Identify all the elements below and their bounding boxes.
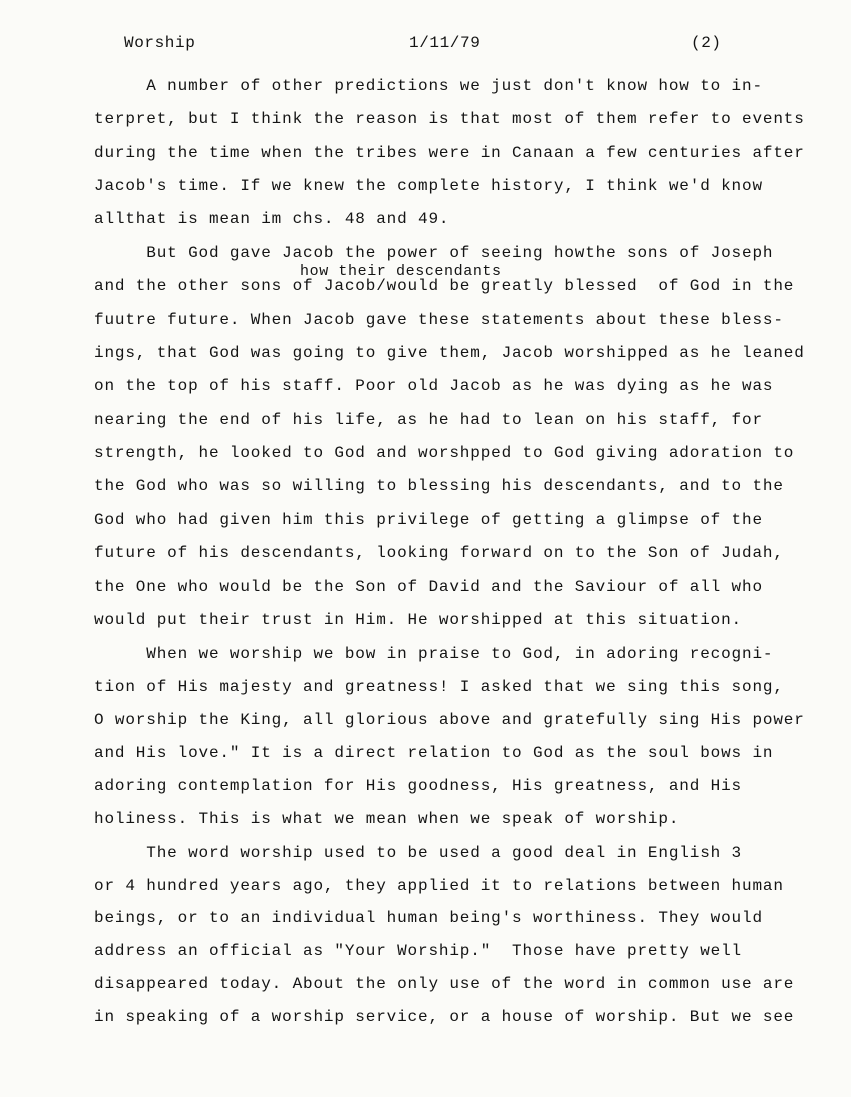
text-line: tion of His majesty and greatness! I asked that we sing this song, bbox=[94, 678, 784, 696]
text-line: on the top of his staff. Poor old Jacob as he was dying as he was bbox=[94, 377, 774, 395]
text-line: ings, that God was going to give them, Jacob worshipped as he leaned bbox=[94, 344, 805, 362]
text-line: in speaking of a worship service, or a house of worship. But we see bbox=[94, 1008, 795, 1026]
text-line: the God who was so willing to blessing his descendants, and to the bbox=[94, 477, 784, 495]
text-line: God who had given him this privilege of getting a glimpse of the bbox=[94, 511, 763, 529]
header-title: Worship bbox=[124, 34, 196, 52]
text-line: would put their trust in Him. He worshipped at this situation. bbox=[94, 611, 742, 629]
text-line: terpret, but I think the reason is that most of them refer to events bbox=[94, 110, 805, 128]
text-line: beings, or to an individual human being's worthiness. They would bbox=[94, 909, 763, 927]
text-line: disappeared today. About the only use of the word in common use are bbox=[94, 975, 795, 993]
text-line: and the other sons of Jacob/would be greatly blessed of God in the bbox=[94, 277, 795, 295]
text-line: nearing the end of his life, as he had to lean on his staff, for bbox=[94, 411, 763, 429]
text-line: adoring contemplation for His goodness, His greatness, and His bbox=[94, 777, 742, 795]
text-line: When we worship we bow in praise to God, in adoring recogni- bbox=[94, 645, 774, 663]
text-line: allthat is mean im chs. 48 and 49. bbox=[94, 210, 450, 228]
text-line: strength, he looked to God and worshpped to God giving adoration to bbox=[94, 444, 795, 462]
text-line: The word worship used to be used a good deal in English 3 bbox=[94, 844, 742, 862]
text-line: future of his descendants, looking forward on to the Son of Judah, bbox=[94, 544, 784, 562]
header-page-number: (2) bbox=[691, 34, 722, 52]
text-line: during the time when the tribes were in Canaan a few centuries after bbox=[94, 144, 805, 162]
text-line: address an official as "Your Worship." Those have pretty well bbox=[94, 942, 742, 960]
text-line: holiness. This is what we mean when we speak of worship. bbox=[94, 810, 680, 828]
text-line: or 4 hundred years ago, they applied it to relations between human bbox=[94, 877, 784, 895]
handwritten-insertion: how their descendants bbox=[300, 263, 502, 280]
text-line: O worship the King, all glorious above and gratefully sing His power bbox=[94, 711, 805, 729]
text-line: Jacob's time. If we knew the complete history, I think we'd know bbox=[94, 177, 763, 195]
text-line: But God gave Jacob the power of seeing howthe sons of Joseph bbox=[94, 244, 774, 262]
text-line: and His love." It is a direct relation to God as the soul bows in bbox=[94, 744, 774, 762]
text-line: the One who would be the Son of David and the Saviour of all who bbox=[94, 578, 763, 596]
header-date: 1/11/79 bbox=[409, 34, 481, 52]
text-line: A number of other predictions we just don't know how to in- bbox=[94, 77, 763, 95]
text-line: fuutre future. When Jacob gave these statements about these bless- bbox=[94, 311, 784, 329]
